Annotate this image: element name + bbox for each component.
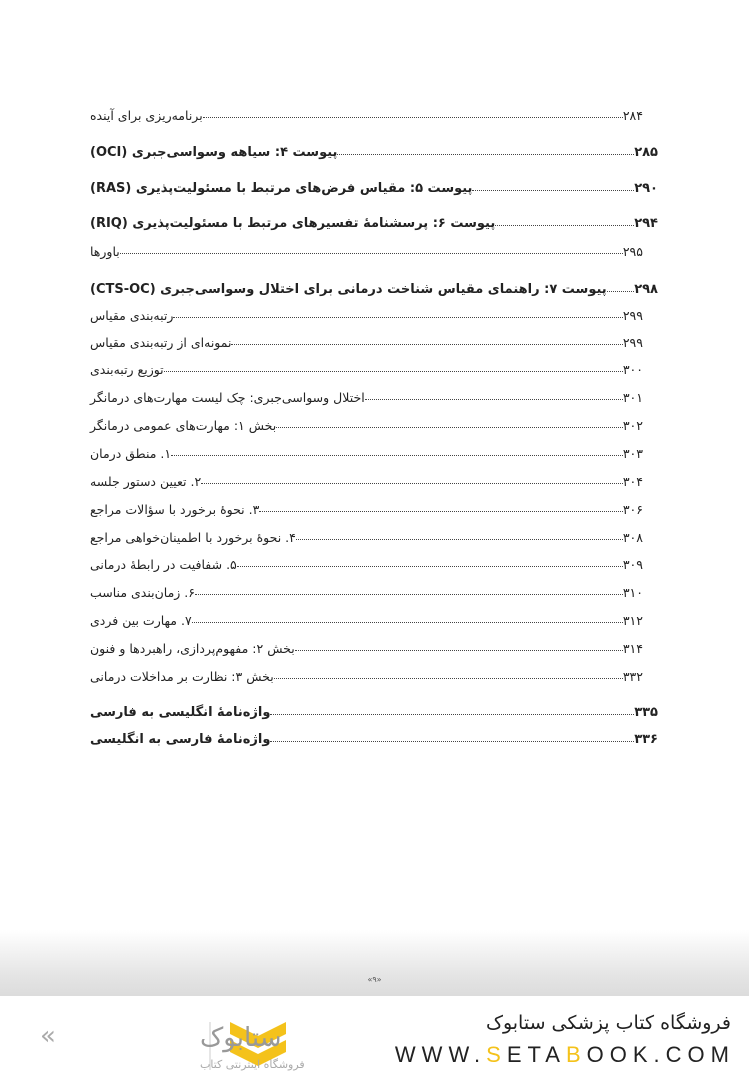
dot-leader: [607, 291, 635, 292]
toc-entry[interactable]: [88, 209, 660, 231]
toc-entry[interactable]: [88, 606, 645, 628]
toc-title: ۳. نحوهٔ برخورد با سؤالات مراجع: [90, 502, 260, 517]
toc-entry[interactable]: [88, 662, 645, 684]
setabook-banner: [0, 996, 749, 1079]
toc-page-number: ۲۹۹: [622, 308, 643, 323]
toc-entry[interactable]: [88, 301, 645, 323]
toc-page-number: ۳۳۵: [634, 705, 658, 720]
toc-page-number: ۲۸۴: [622, 108, 643, 123]
toc-title: پیوست ۵: مقیاس فرض‌های مرتبط با مسئولیت‌پذیری (RAS): [90, 181, 473, 196]
toc-title: ۵. شفافیت در رابطهٔ درمانی: [90, 557, 237, 572]
toc-page-number: ۳۰۸: [622, 530, 643, 545]
toc-entry[interactable]: [88, 355, 645, 377]
toc-title: توزیع رتبه‌بندی: [90, 362, 164, 377]
svg-text:«: «: [40, 1021, 56, 1051]
toc-title: ۱. منطق درمان: [90, 446, 172, 461]
dot-leader: [171, 455, 623, 456]
dot-leader: [164, 371, 623, 372]
dot-leader: [237, 566, 623, 567]
dot-leader: [195, 594, 623, 595]
toc-entry[interactable]: [88, 698, 660, 720]
toc-title: بخش ۲: مفهوم‌پردازی، راهبردها و فنون: [90, 641, 295, 656]
toc-title: رتبه‌بندی مقیاس: [90, 308, 174, 323]
toc-page-number: ۳۳۶: [634, 732, 658, 747]
toc-title: واژه‌نامهٔ انگلیسی به فارسی: [90, 705, 271, 720]
toc-entry[interactable]: [88, 495, 645, 517]
toc-entry[interactable]: [88, 138, 660, 160]
page-footer-band: [0, 930, 749, 996]
dot-leader: [276, 427, 623, 428]
toc-title: ۲. تعیین دستور جلسه: [90, 474, 202, 489]
dot-leader: [270, 741, 634, 742]
dot-leader: [231, 344, 622, 345]
dot-leader: [270, 714, 634, 715]
toc-page-number: ۳۰۱: [622, 390, 643, 405]
toc-entry[interactable]: [88, 523, 645, 545]
toc-entry[interactable]: [88, 467, 645, 489]
toc-page-number: ۲۸۵: [634, 145, 658, 160]
toc-title: باورها: [90, 244, 120, 259]
toc-title: برنامه‌ریزی برای آینده: [90, 108, 203, 123]
setabook-logo: [30, 1014, 305, 1074]
page-number: «۹»: [367, 975, 382, 984]
toc-page-number: ۳۱۰: [622, 585, 643, 600]
toc-title: واژه‌نامهٔ فارسی به انگلیسی: [90, 732, 271, 747]
dot-leader: [203, 117, 623, 118]
toc-entry[interactable]: [88, 634, 645, 656]
toc-entry[interactable]: [88, 439, 645, 461]
toc-page-number: ۳۳۲: [622, 669, 643, 684]
toc-page-number: ۳۰۲: [622, 418, 643, 433]
logo-text: ستابوک: [200, 1023, 282, 1053]
dot-leader: [337, 154, 634, 155]
toc-entry[interactable]: [88, 725, 660, 747]
dot-leader: [173, 317, 622, 318]
dot-leader: [495, 225, 634, 226]
toc-entry[interactable]: [88, 550, 645, 572]
dot-leader: [201, 483, 623, 484]
toc-page-number: ۳۰۴: [622, 474, 643, 489]
toc-entry[interactable]: [88, 174, 660, 196]
toc-title: ۴. نحوهٔ برخورد با اطمینان‌خواهی مراجع: [90, 530, 296, 545]
store-url[interactable]: WWW.SETABOOK.COM: [394, 1042, 735, 1067]
toc-page-number: ۲۹۹: [622, 335, 643, 350]
dot-leader: [259, 511, 623, 512]
toc-page-number: ۳۱۲: [622, 613, 643, 628]
toc-entry[interactable]: [88, 328, 645, 350]
toc-title: پیوست ۶: پرسشنامهٔ تفسیرهای مرتبط با مسئولیت‌پذیری (RIQ): [90, 216, 496, 231]
dot-leader: [365, 399, 623, 400]
toc-title: بخش ۳: نظارت بر مداخلات درمانی: [90, 669, 274, 684]
toc-title: بخش ۱: مهارت‌های عمومی درمانگر: [90, 418, 277, 433]
toc-page-number: ۲۹۵: [622, 244, 643, 259]
dot-leader: [295, 650, 623, 651]
toc-title: پیوست ۷: راهنمای مقیاس شناخت درمانی برای اختلال وسواسی‌جبری (CTS-OC): [90, 282, 607, 297]
toc-entry[interactable]: [88, 411, 645, 433]
toc-page-number: ۲۹۸: [634, 282, 658, 297]
store-name: فروشگاه کتاب پزشکی ستابوک: [485, 1012, 731, 1034]
dot-leader: [472, 190, 634, 191]
dot-leader: [192, 622, 623, 623]
dot-leader: [120, 253, 623, 254]
toc-page-number: ۳۰۰: [622, 362, 643, 377]
toc-entry[interactable]: [88, 578, 645, 600]
toc-title: پیوست ۴: سیاهه وسواسی‌جبری (OCI): [90, 145, 338, 160]
toc-title: اختلال وسواسی‌جبری: چک لیست مهارت‌های درمانگر: [90, 390, 365, 405]
toc-page-number: ۳۰۹: [622, 557, 643, 572]
dot-leader: [296, 539, 623, 540]
dot-leader: [274, 678, 623, 679]
toc-entry[interactable]: [88, 237, 645, 259]
toc-title: نمونه‌ای از رتبه‌بندی مقیاس: [90, 335, 232, 350]
logo-subtitle: فروشگاه اینترنتی کتاب: [200, 1058, 305, 1071]
toc-page-number: ۲۹۴: [634, 216, 658, 231]
toc-entry[interactable]: [88, 101, 645, 123]
toc-page-number: ۳۱۴: [622, 641, 643, 656]
toc-entry[interactable]: [88, 383, 645, 405]
toc-page-number: ۲۹۰: [634, 181, 658, 196]
toc-title: ۶. زمان‌بندی مناسب: [90, 585, 195, 600]
toc-entry[interactable]: [88, 275, 660, 297]
toc-title: ۷. مهارت بین فردی: [90, 613, 192, 628]
toc-page-number: ۳۰۶: [622, 502, 643, 517]
toc-page-number: ۳۰۳: [622, 446, 643, 461]
